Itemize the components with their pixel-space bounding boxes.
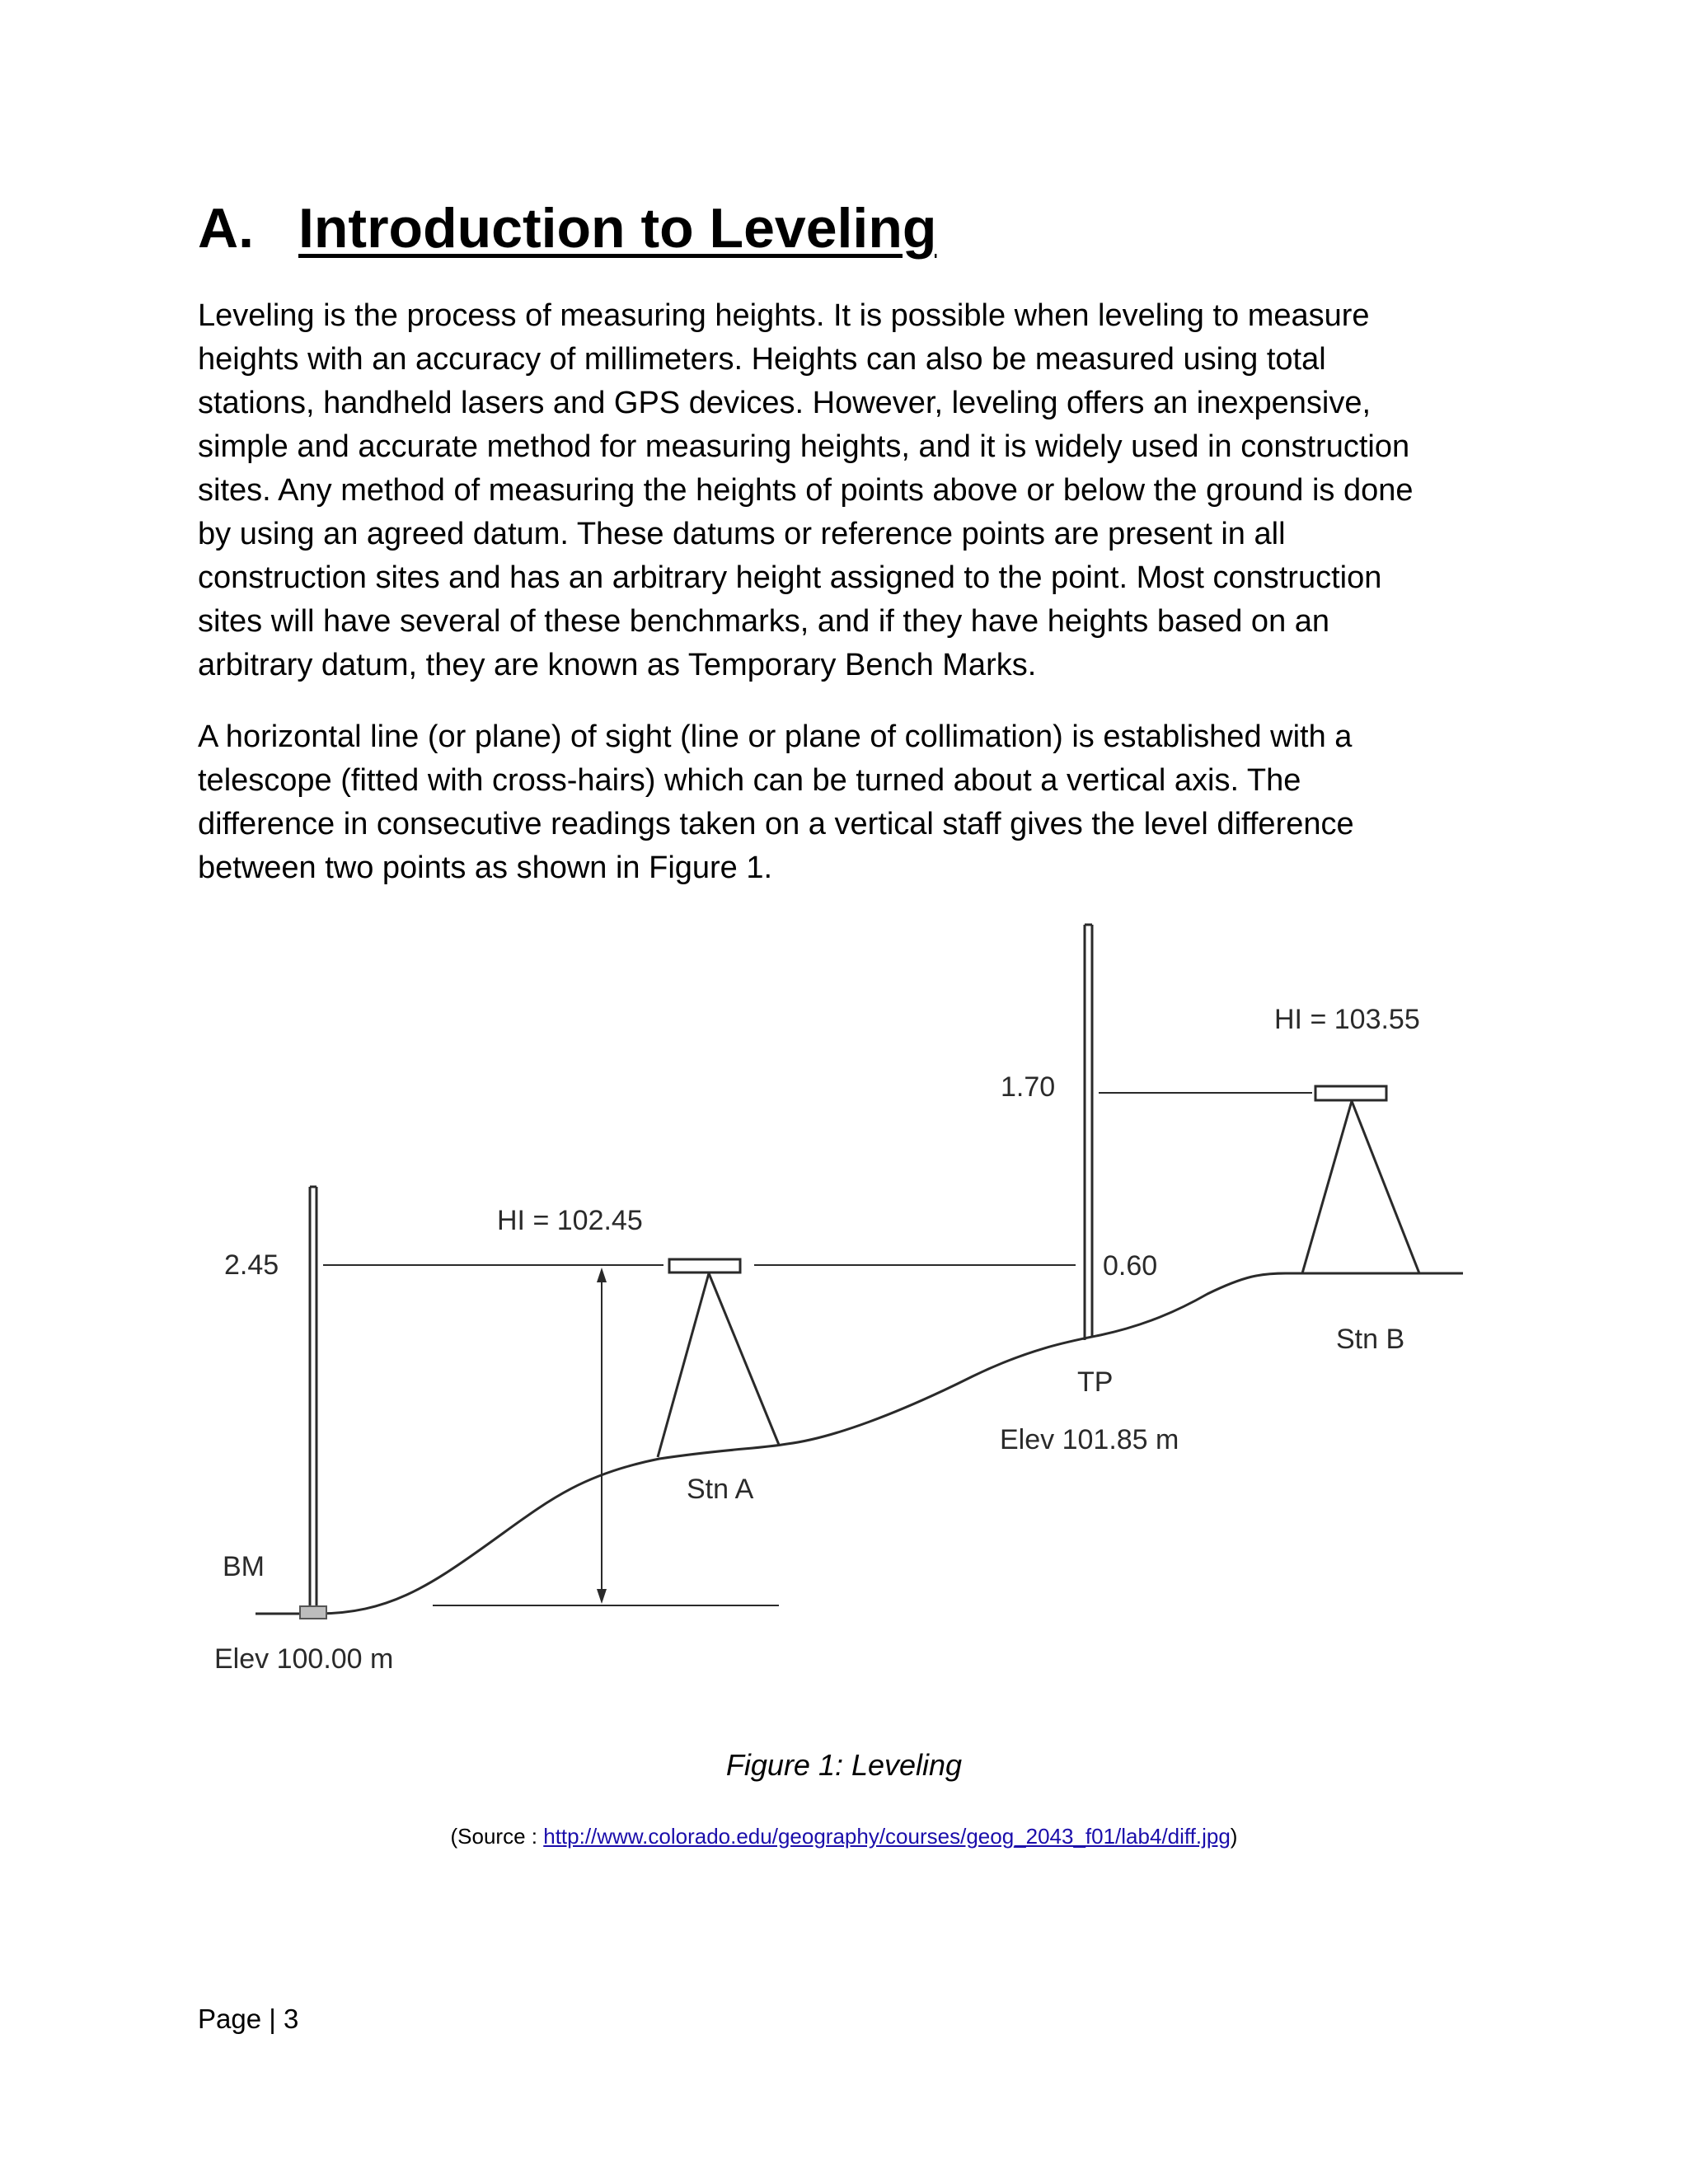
paragraph-line: between two points as shown in Figure 1.: [198, 851, 773, 885]
section-heading: [198, 191, 936, 265]
figure-source: [0, 1821, 1688, 1851]
benchmark-block: [300, 1606, 326, 1619]
source-suffix: ): [1230, 1824, 1238, 1849]
tp-backsight-label: 1.70: [1001, 1071, 1056, 1103]
section-title: Introduction to Leveling: [298, 197, 937, 260]
hi-arrow-up: [597, 1268, 607, 1282]
paragraph-line: Leveling is the process of measuring heights. It is possible when leveling to measure: [198, 298, 1370, 333]
paragraph-line: telescope (fitted with cross-hairs) which can be turned about a vertical axis. The: [198, 763, 1301, 798]
paragraph-line: A horizontal line (or plane) of sight (line or plane of collimation) is established with a: [198, 719, 1353, 754]
figure-caption: Figure 1: Leveling: [725, 1748, 963, 1782]
stn-a-label: Stn A: [687, 1474, 754, 1505]
tp-elevation-label: Elev 101.85 m: [1000, 1424, 1179, 1455]
tp-foresight-label: 0.60: [1103, 1250, 1158, 1282]
stn-a-level-instrument: [669, 1259, 740, 1272]
tp-label: TP: [1077, 1366, 1114, 1398]
source-link[interactable]: http://www.colorado.edu/geography/courses/geog_2043_f01/lab4/diff.jpg: [543, 1824, 1231, 1849]
page-number: Page | 3: [198, 2004, 299, 2034]
ground-profile: [256, 1273, 1463, 1614]
stn-b-label: Stn B: [1336, 1324, 1405, 1355]
paragraph-line: sites will have several of these benchmarks, and if they have heights based on an: [198, 604, 1330, 639]
collimation-paragraph: [198, 715, 1517, 890]
paragraph-line: by using an agreed datum. These datums or reference points are present in all: [198, 517, 1286, 551]
paragraph-line: heights with an accuracy of millimeters. Heights can also be measured using total: [198, 342, 1326, 377]
paragraph-line: construction sites and has an arbitrary height assigned to the point. Most construction: [198, 560, 1382, 595]
stn-a-tripod-right-leg: [709, 1273, 779, 1445]
stn-a-tripod-left-leg: [658, 1273, 709, 1457]
stn-b-level-instrument: [1315, 1086, 1386, 1100]
stn-b-tripod-left-leg: [1302, 1101, 1352, 1273]
bm-label: BM: [223, 1551, 265, 1582]
bm-elevation-label: Elev 100.00 m: [214, 1643, 394, 1675]
hi-a-label: HI = 102.45: [497, 1205, 643, 1236]
source-prefix: (Source :: [450, 1824, 544, 1849]
bm-reading-label: 2.45: [224, 1249, 279, 1281]
paragraph-line: sites. Any method of measuring the heights of points above or below the ground is done: [198, 473, 1414, 508]
section-number: A.: [198, 197, 254, 260]
hi-b-label: HI = 103.55: [1274, 1004, 1420, 1035]
hi-arrow-down: [597, 1589, 607, 1604]
paragraph-line: difference in consecutive readings taken on a vertical staff gives the level difference: [198, 807, 1354, 841]
paragraph-line: arbitrary datum, they are known as Temporary Bench Marks.: [198, 648, 1037, 682]
intro-paragraph: [198, 294, 1517, 687]
stn-b-tripod-right-leg: [1352, 1101, 1419, 1273]
paragraph-line: stations, handheld lasers and GPS devices. However, leveling offers an inexpensive,: [198, 386, 1372, 420]
paragraph-line: simple and accurate method for measuring heights, and it is widely used in construction: [198, 429, 1410, 464]
